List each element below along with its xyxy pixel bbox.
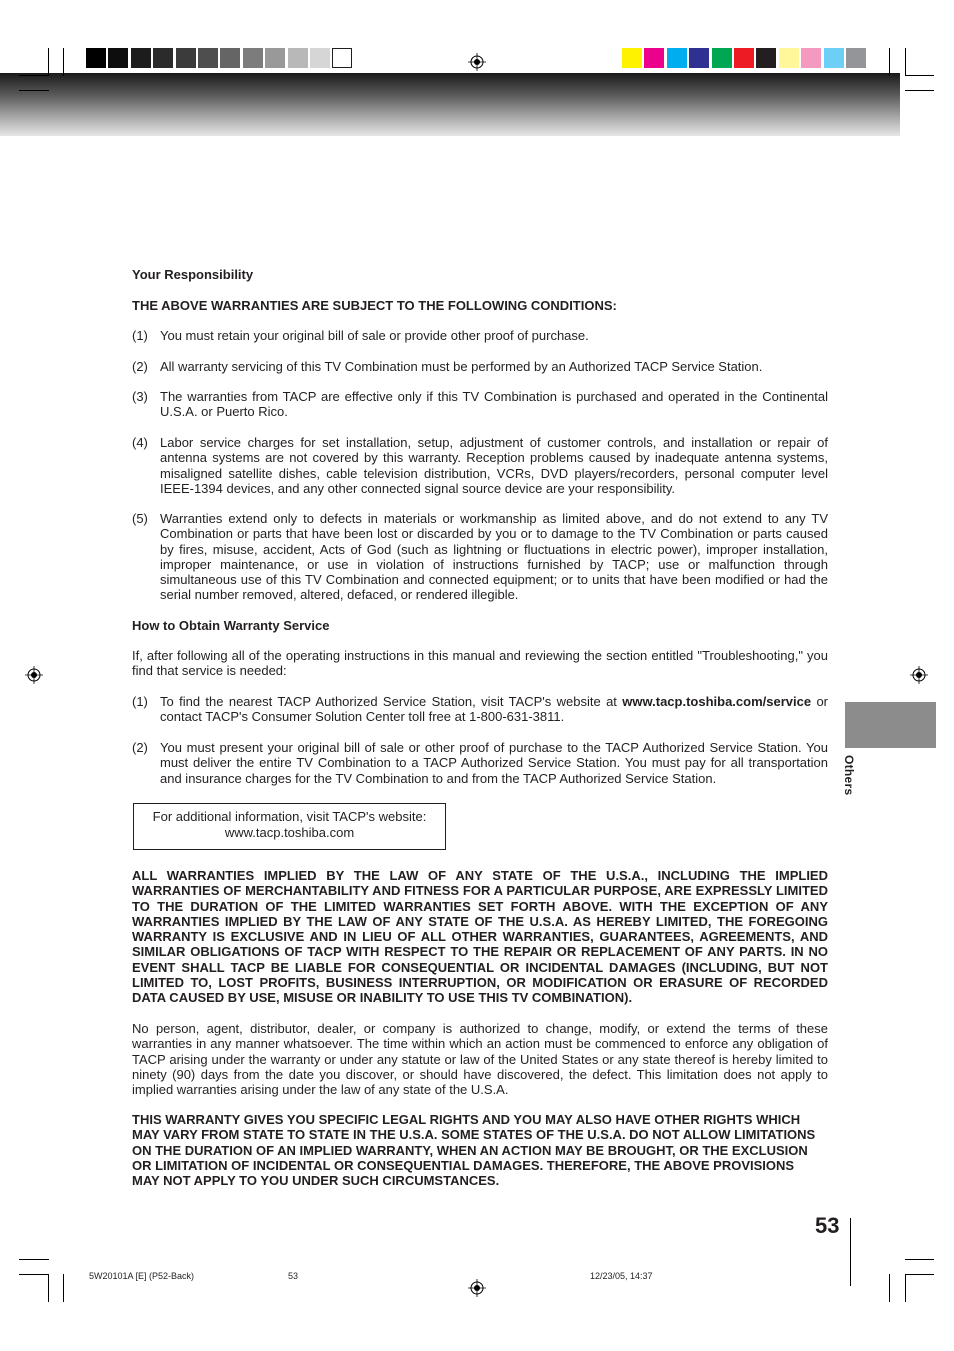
list-item-text: The warranties from TACP are effective only if this TV Combination is purchased and operated in the Continental U.S.A. or Puerto Rico. — [160, 389, 828, 420]
step-text-after: or contact TACP's Consumer Solution Center toll free at 1-800-631-3811. — [160, 694, 829, 725]
color-swatch — [265, 48, 285, 68]
list-item-number: (4) — [132, 435, 148, 450]
header-gradient-band — [0, 73, 900, 136]
crop-mark — [63, 1274, 64, 1302]
service-website-link[interactable]: www.tacp.toshiba.com/service — [622, 694, 812, 709]
registration-mark-icon — [468, 1279, 486, 1297]
footer-date: 12/23/05, 14:37 — [590, 1271, 653, 1281]
registration-mark-icon — [25, 666, 43, 684]
obtain-service-intro: If, after following all of the operating instructions in this manual and reviewing the section entitled "Troubleshooting," you find that service is needed: — [132, 648, 828, 679]
list-item-text: You must present your original bill of sale or other proof of purchase to the TACP Authorized Service Station. You must deliver the entire TV Combination to a TACP Authorized Service Station. You must pay for all transportation and insurance charges for the TV Combination to and from the TACP Authorized Service Station. — [160, 740, 828, 786]
section-tab — [845, 702, 936, 748]
list-item — [132, 389, 828, 420]
conditions-heading: THE ABOVE WARRANTIES ARE SUBJECT TO THE FOLLOWING CONDITIONS: — [132, 298, 617, 313]
color-swatch — [108, 48, 128, 68]
color-swatch — [712, 48, 732, 68]
color-swatch — [131, 48, 151, 68]
page-number: 53 — [815, 1213, 840, 1238]
crop-mark — [19, 1274, 49, 1275]
color-swatch — [220, 48, 240, 68]
list-item — [132, 740, 828, 786]
responsibility-heading: Your Responsibility — [132, 267, 254, 282]
list-item-text: You must retain your original bill of sale or provide other proof of purchase. — [160, 328, 589, 343]
list-item-number: (1) — [132, 328, 148, 343]
color-calibration-strip — [622, 48, 868, 68]
footer-page: 53 — [288, 1271, 299, 1281]
color-swatch — [801, 48, 821, 68]
color-swatch — [667, 48, 687, 68]
crop-mark — [905, 1259, 934, 1260]
list-item-number: (5) — [132, 511, 148, 526]
list-item-text: Labor service charges for set installation, setup, adjustment of customer controls, and installation or repair of antenna systems are not covered by this warranty. Reception problems caused by inadequate antenna systems, misaligned satellite dishes, cable television distribution, VCRs, DVD players/recorders, personal computer level IEEE-1394 devices, and any other connected signal source device are your responsibility. — [160, 435, 828, 496]
list-item-number: (2) — [132, 740, 148, 755]
registration-mark-icon — [910, 666, 928, 684]
crop-mark — [48, 1274, 49, 1302]
list-item-text — [160, 694, 828, 725]
list-item — [132, 328, 828, 343]
list-item — [132, 511, 828, 603]
list-item — [132, 359, 828, 374]
section-tab-label: Others — [842, 755, 856, 796]
color-swatch — [310, 48, 330, 68]
gray-calibration-strip — [86, 48, 355, 68]
crop-mark — [905, 48, 906, 76]
list-item — [132, 435, 828, 496]
color-swatch — [176, 48, 196, 68]
color-swatch — [846, 48, 866, 68]
list-item-number: (1) — [132, 694, 148, 709]
crop-mark — [19, 90, 49, 91]
crop-mark — [905, 75, 934, 76]
color-swatch — [243, 48, 263, 68]
implied-warranties-paragraph: ALL WARRANTIES IMPLIED BY THE LAW OF ANY STATE OF THE U.S.A., INCLUDING THE IMPLIED WARRANTIES OF MERCHANTABILITY AND FITNESS FOR A PARTICULAR PURPOSE, ARE EXPRESSLY LIMITED TO THE DURATION OF THE LIMITED WARRANTIES SET FORTH ABOVE. WITH THE EXCEPTION OF ANY WARRANTIES IMPLIED BY THE LAW OF ANY STATE OF THE U.S.A. AS HEREBY LIMITED, THE FOREGOING WARRANTY IS EXCLUSIVE AND IN LIEU OF ALL OTHER WARRANTIES, GUARANTEES, AGREEMENTS, AND SIMILAR OBLIGATIONS OF TACP WITH RESPECT TO THE REPAIR OR REPLACEMENT OF ANY PARTS. IN NO EVENT SHALL TACP BE LIABLE FOR CONSEQUENTIAL OR INCIDENTAL DAMAGES (INCLUDING, BUT NOT LIMITED TO, LOST PROFITS, BUSINESS INTERRUPTION, OR MODIFICATION OR ERASURE OF RECORDED DATA CAUSED BY USE, MISUSE OR INABILITY TO USE THIS TV COMBINATION). — [132, 868, 828, 1006]
crop-mark — [889, 48, 890, 76]
crop-mark — [905, 1274, 934, 1275]
list-item-number: (2) — [132, 359, 148, 374]
specific-rights-paragraph: THIS WARRANTY GIVES YOU SPECIFIC LEGAL RIGHTS AND YOU MAY ALSO HAVE OTHER RIGHTS WHICH MAY VARY FROM STATE TO STATE IN THE U.S.A. SOME STATES OF THE U.S.A. DO NOT ALLOW LIMITATIONS ON THE DURATION OF AN IMPLIED WARRANTY, WHEN AN ACTION MAY BE BROUGHT, OR THE EXCLUSION OR LIMITATION OF INCIDENTAL OR CONSEQUENTIAL DAMAGES. THEREFORE, THE ABOVE PROVISIONS MAY NOT APPLY TO YOU UNDER SUCH CIRCUMSTANCES. — [132, 1112, 816, 1189]
footer-file-name: 5W20101A [E] (P52-Back) — [89, 1271, 195, 1281]
info-box-website[interactable]: www.tacp.toshiba.com — [224, 824, 355, 840]
color-swatch — [756, 48, 776, 68]
color-swatch — [779, 48, 799, 68]
crop-mark — [48, 48, 49, 76]
color-swatch — [734, 48, 754, 68]
list-item-text: All warranty servicing of this TV Combination must be performed by an Authorized TACP Service Station. — [160, 359, 763, 374]
color-swatch — [198, 48, 218, 68]
info-box-line: For additional information, visit TACP's website: — [152, 809, 427, 824]
crop-mark — [19, 1259, 49, 1260]
crop-mark — [889, 1274, 890, 1302]
info-box — [133, 803, 446, 850]
color-swatch — [622, 48, 642, 68]
color-swatch — [824, 48, 844, 68]
no-person-paragraph: No person, agent, distributor, dealer, or company is authorized to change, modify, or extend the terms of these warranties in any manner whatsoever. The time within which an action must be commenced to enforce any obligation of TACP arising under the warranty or under any statute or law of the United States or any state thereof is hereby limited to ninety (90) days from the date you discover, or should have discovered, the defect. This limitation does not apply to implied warranties arising under the law of any state of the U.S.A. — [132, 1021, 828, 1098]
crop-mark — [63, 48, 64, 76]
color-swatch — [689, 48, 709, 68]
registration-mark-icon — [468, 53, 486, 71]
crop-mark — [19, 75, 49, 76]
list-item — [132, 694, 828, 725]
color-swatch — [288, 48, 308, 68]
crop-mark — [905, 1274, 906, 1302]
color-swatch — [644, 48, 664, 68]
crop-mark — [905, 90, 934, 91]
list-item-number: (3) — [132, 389, 148, 404]
step-text-before: To find the nearest TACP Authorized Service Station, visit TACP's website at — [160, 694, 623, 709]
color-swatch — [86, 48, 106, 68]
color-swatch — [332, 48, 352, 68]
obtain-service-heading: How to Obtain Warranty Service — [132, 618, 330, 633]
color-swatch — [153, 48, 173, 68]
page-number-rule — [850, 1218, 851, 1286]
list-item-text: Warranties extend only to defects in materials or workmanship as limited above, and do not extend to any TV Combination or parts that have been lost or discarded by you or to damage to the TV Combination or parts caused by fires, misuse, accident, Acts of God (such as lightning or fluctuations in electric power), improper installation, improper maintenance, or use in violation of instructions furnished by TACP; use or malfunction through simultaneous use of this TV Combination and connected equipment; or to units that have been modified or had the serial number removed, altered, defaced, or rendered illegible. — [160, 511, 828, 603]
